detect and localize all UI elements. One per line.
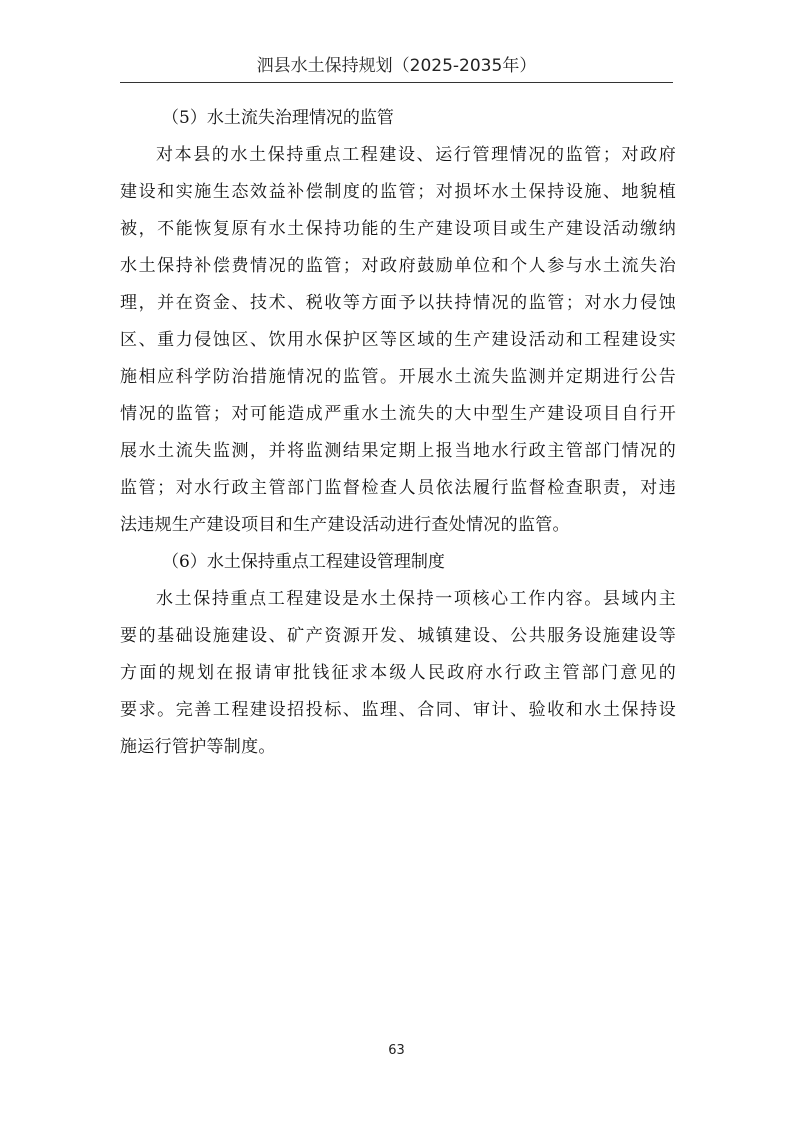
section-heading-6: （6）水土保持重点工程建设管理制度	[162, 552, 445, 572]
paragraph-line: 要求。完善工程建设招投标、监理、合同、审计、验收和水土保持设	[120, 700, 676, 720]
page-body	[120, 100, 676, 766]
section-5-paragraph	[120, 137, 676, 544]
section-6-paragraph	[120, 581, 676, 766]
paragraph-line: 情况的监管；对可能造成严重水土流失的大中型生产建设项目自行开	[120, 404, 676, 424]
header-divider	[120, 82, 673, 83]
paragraph-line: 施相应科学防治措施情况的监管。开展水土流失监测并定期进行公告	[120, 367, 676, 387]
page-number: 63	[388, 1043, 405, 1058]
paragraph-line: 施运行管护等制度。	[120, 737, 276, 757]
paragraph-line: 水土保持补偿费情况的监管；对政府鼓励单位和个人参与水土流失治	[120, 256, 676, 276]
paragraph-line: 被，不能恢复原有水土保持功能的生产建设项目或生产建设活动缴纳	[120, 219, 676, 239]
paragraph-line: 理，并在资金、技术、税收等方面予以扶持情况的监管；对水力侵蚀	[120, 293, 676, 313]
paragraph-line: 展水土流失监测，并将监测结果定期上报当地水行政主管部门情况的	[120, 441, 676, 461]
paragraph-line: 法违规生产建设项目和生产建设活动进行查处情况的监管。	[120, 515, 570, 535]
paragraph-line: 方面的规划在报请审批钱征求本级人民政府水行政主管部门意见的	[120, 663, 676, 683]
paragraph-line: 要的基础设施建设、矿产资源开发、城镇建设、公共服务设施建设等	[120, 626, 676, 646]
paragraph-line: 建设和实施生态效益补偿制度的监管；对损坏水土保持设施、地貌植	[120, 182, 676, 202]
paragraph-line: 监管；对水行政主管部门监督检查人员依法履行监督检查职责，对违	[120, 478, 676, 498]
paragraph-line: 对本县的水土保持重点工程建设、运行管理情况的监管；对政府	[156, 145, 676, 165]
paragraph-line: 水土保持重点工程建设是水土保持一项核心工作内容。县域内主	[156, 589, 676, 609]
running-header: 泗县水土保持规划（2025-2035年）	[256, 56, 537, 76]
section-heading-5: （5）水土流失治理情况的监管	[162, 108, 394, 128]
paragraph-line: 区、重力侵蚀区、饮用水保护区等区域的生产建设活动和工程建设实	[120, 330, 676, 350]
